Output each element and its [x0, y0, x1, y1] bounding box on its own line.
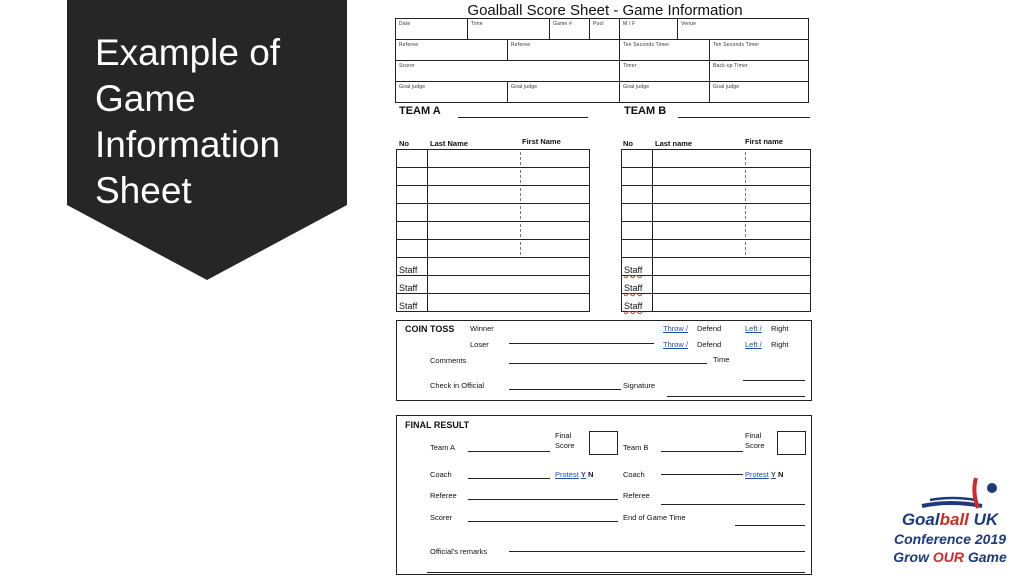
header-row: [396, 40, 808, 61]
comments-label: Comments: [430, 356, 467, 365]
coin-toss-title: COIN TOSS: [405, 324, 455, 334]
player-name-cell[interactable]: [428, 168, 590, 186]
staff-row: [622, 276, 811, 294]
time-cell[interactable]: Time: [468, 19, 550, 39]
scorer-cell[interactable]: Scorer: [396, 61, 620, 81]
table-row: [397, 240, 590, 258]
staff-label: [622, 276, 653, 294]
staff-name-cell[interactable]: [428, 294, 590, 312]
referee-cell[interactable]: Referee: [508, 40, 620, 60]
comments-line[interactable]: [509, 363, 707, 364]
officials-remarks-line[interactable]: [427, 572, 805, 573]
defend-option[interactable]: Defend: [697, 340, 722, 349]
throw-option[interactable]: Throw /: [663, 324, 689, 333]
player-number-cell[interactable]: [622, 168, 653, 186]
referee-a-line[interactable]: [468, 499, 618, 500]
right-option[interactable]: Right: [771, 340, 789, 349]
table-row: [397, 204, 590, 222]
player-name-cell[interactable]: [653, 240, 811, 258]
referee-b-line[interactable]: [661, 504, 805, 505]
protest-b-label: Protest: [745, 470, 769, 479]
team-a-no-header: No: [399, 139, 409, 148]
goal-judge-cell[interactable]: Goal judge: [620, 82, 710, 102]
team-a-last-name-header: Last Name: [430, 139, 468, 148]
team-b-result-label: Team B: [623, 443, 649, 452]
team-a-first-name-header: First Name: [522, 137, 561, 146]
player-number-cell[interactable]: [397, 186, 428, 204]
referee-cell[interactable]: Referee: [396, 40, 508, 60]
ten-seconds-timer-cell[interactable]: Ten Seconds Timer: [620, 40, 710, 60]
staff-label: Staff: [397, 276, 428, 294]
score-sheet: [390, 0, 820, 576]
staff-row: [397, 258, 590, 276]
table-row: [622, 240, 811, 258]
table-row: [622, 186, 811, 204]
player-number-cell[interactable]: [397, 240, 428, 258]
player-number-cell[interactable]: [622, 222, 653, 240]
right-option[interactable]: Right: [771, 324, 789, 333]
staff-row: [622, 294, 811, 312]
winner-label: Winner: [470, 324, 494, 333]
loser-label: Loser: [470, 340, 489, 349]
coach-b-line[interactable]: [661, 474, 743, 475]
defend-option[interactable]: Defend: [697, 324, 722, 333]
time-label: Time: [713, 355, 730, 364]
table-row: [622, 168, 811, 186]
left-option[interactable]: Left /: [745, 324, 762, 333]
backup-timer-cell[interactable]: Back-up Timer: [713, 63, 748, 69]
staff-label-text: Staff: [624, 283, 643, 293]
staff-label-text: Staff: [624, 301, 643, 311]
scorer-line[interactable]: [468, 521, 618, 522]
logo-text: Game: [963, 549, 1007, 565]
sheet-title: Goalball Score Sheet - Game Information: [467, 2, 743, 19]
final-score-label-a: Score: [555, 441, 575, 450]
team-b-result-line[interactable]: [661, 451, 743, 452]
player-number-cell[interactable]: [622, 186, 653, 204]
team-a-name-line[interactable]: [458, 117, 588, 118]
signature-label: Signature: [623, 381, 656, 390]
protest-a: [555, 470, 593, 479]
logo-line-3: [880, 549, 1020, 565]
table-row: [622, 204, 811, 222]
final-score-label-b: Score: [745, 441, 765, 450]
final-result-title: FINAL RESULT: [405, 420, 470, 430]
logo-line-1: [880, 510, 1020, 530]
slide-title: Example of Game Information Sheet: [95, 32, 281, 211]
goal-judge-cell[interactable]: Goal judge: [713, 84, 740, 90]
table-row: [397, 186, 590, 204]
player-name-cell[interactable]: [653, 204, 811, 222]
signature-line[interactable]: [667, 396, 805, 397]
staff-label-text: Staff: [624, 265, 643, 275]
table-row: [397, 150, 590, 168]
staff-name-cell[interactable]: [653, 276, 811, 294]
team-b-roster: [621, 149, 811, 312]
team-b-first-name-header: First name: [745, 137, 783, 146]
game-info-grid: [395, 18, 809, 103]
staff-name-cell[interactable]: [428, 276, 590, 294]
throw-option[interactable]: Throw /: [663, 340, 689, 349]
team-a-result-label: Team A: [430, 443, 456, 452]
staff-name-cell[interactable]: [653, 258, 811, 276]
staff-label: [622, 258, 653, 276]
coin-toss-section: [396, 320, 812, 401]
logo-text: ball: [939, 510, 969, 529]
scorer-label: Scorer: [430, 513, 453, 522]
staff-row: [397, 294, 590, 312]
table-row: [397, 168, 590, 186]
end-of-game-time-line[interactable]: [735, 525, 805, 526]
logo-text: Goal: [901, 510, 940, 529]
loser-line[interactable]: [509, 343, 654, 344]
staff-label: [622, 294, 653, 312]
coach-a-line[interactable]: [468, 478, 550, 479]
team-b-score-box[interactable]: [777, 431, 806, 455]
team-b-label: TEAM B: [624, 105, 667, 117]
protest-a-no[interactable]: N: [587, 470, 594, 479]
venue-cell[interactable]: Venue: [681, 21, 697, 27]
team-b-last-name-header: Last name: [655, 139, 693, 148]
staff-row: [622, 258, 811, 276]
referee-a-label: Referee: [430, 491, 457, 500]
title-banner: [67, 0, 347, 280]
protest-b: [745, 470, 783, 479]
table-row: [397, 222, 590, 240]
header-row: [396, 61, 808, 82]
staff-name-cell[interactable]: [428, 258, 590, 276]
check-in-label: Check in Official: [430, 381, 485, 390]
game-number-cell[interactable]: Game #: [550, 19, 590, 39]
team-a-roster: [396, 149, 590, 312]
goal-judge-cell[interactable]: Goal judge: [396, 82, 508, 102]
final-result-section: [396, 415, 812, 575]
player-name-cell[interactable]: [428, 240, 590, 258]
player-number-cell[interactable]: [397, 150, 428, 168]
player-name-cell[interactable]: [653, 150, 811, 168]
player-name-cell[interactable]: [653, 168, 811, 186]
goal-judge-cell[interactable]: Goal judge: [508, 82, 620, 102]
gender-cell[interactable]: M / F: [620, 19, 678, 39]
player-name-cell[interactable]: [428, 186, 590, 204]
date-cell[interactable]: Date: [396, 19, 468, 39]
officials-remarks-line[interactable]: [509, 551, 805, 552]
table-row: [622, 150, 811, 168]
header-row: [396, 19, 808, 40]
player-name-cell[interactable]: [428, 222, 590, 240]
protest-b-no[interactable]: N: [777, 470, 784, 479]
header-row: [396, 82, 808, 103]
protest-a-yes[interactable]: Y: [580, 470, 586, 479]
staff-label: Staff: [397, 294, 428, 312]
staff-label: Staff: [397, 258, 428, 276]
end-of-game-time-label: End of Game Time: [623, 513, 686, 522]
team-b-name-line[interactable]: [678, 117, 810, 118]
time-line[interactable]: [743, 380, 805, 381]
protest-b-yes[interactable]: Y: [770, 470, 776, 479]
goalball-uk-logo: [880, 470, 1020, 570]
player-number-cell[interactable]: [622, 240, 653, 258]
team-a-label: TEAM A: [399, 105, 441, 117]
player-name-cell[interactable]: [428, 204, 590, 222]
officials-remarks-label: Official's remarks: [430, 547, 488, 556]
final-score-label-b: Final: [745, 431, 762, 440]
player-number-cell[interactable]: [397, 222, 428, 240]
player-number-cell[interactable]: [397, 204, 428, 222]
logo-swoosh-icon: [880, 470, 1020, 515]
pool-cell[interactable]: Pool: [590, 19, 620, 39]
staff-name-cell[interactable]: [653, 294, 811, 312]
ten-seconds-timer-cell[interactable]: Ten Seconds Timer: [713, 42, 760, 48]
logo-line-2: Conference 2019: [893, 531, 1007, 547]
player-number-cell[interactable]: [622, 204, 653, 222]
player-name-cell[interactable]: [653, 186, 811, 204]
player-name-cell[interactable]: [428, 150, 590, 168]
protest-a-label: Protest: [555, 470, 579, 479]
player-name-cell[interactable]: [653, 222, 811, 240]
table-row: [622, 222, 811, 240]
team-a-result-line[interactable]: [468, 451, 550, 452]
left-option[interactable]: Left /: [745, 340, 762, 349]
coach-a-label: Coach: [430, 470, 452, 479]
logo-text: Grow: [893, 549, 933, 565]
logo-text: UK: [968, 510, 999, 529]
check-in-line[interactable]: [509, 389, 621, 390]
team-a-score-box[interactable]: [589, 431, 618, 455]
staff-row: [397, 276, 590, 294]
player-number-cell[interactable]: [397, 168, 428, 186]
final-score-label-a: Final: [555, 431, 572, 440]
coach-b-label: Coach: [623, 470, 645, 479]
referee-b-label: Referee: [623, 491, 650, 500]
player-number-cell[interactable]: [622, 150, 653, 168]
logo-text: OUR: [932, 549, 964, 565]
team-b-no-header: No: [623, 139, 633, 148]
timer-cell[interactable]: Timer: [620, 61, 710, 81]
